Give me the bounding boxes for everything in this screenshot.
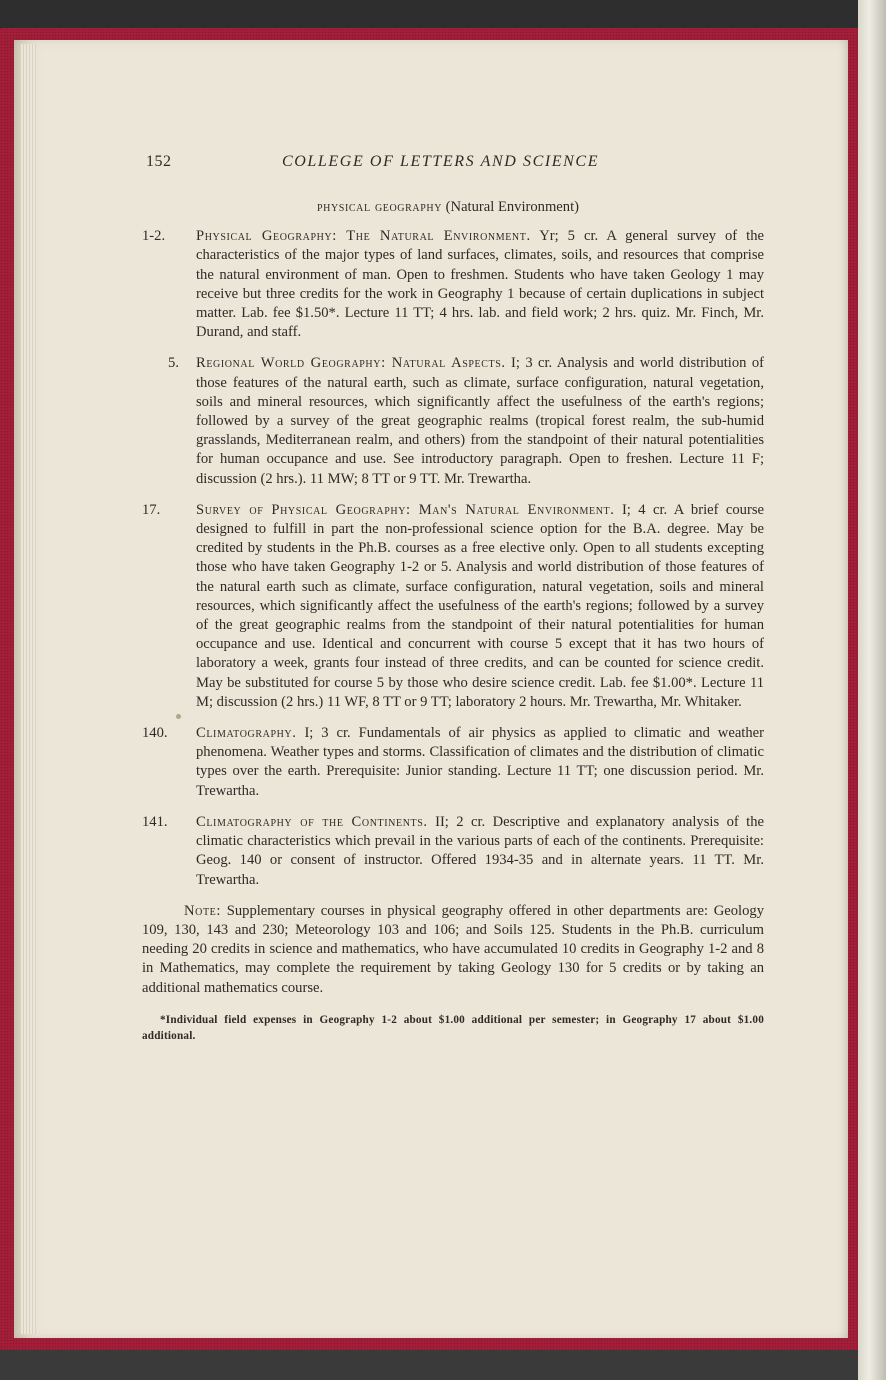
course-number: 5. [168,355,179,372]
course-title: Climatography of the Continents. [196,813,428,830]
course-text: I; 4 cr. A brief course designed to fulfill in part the non-professional science option for the B.A. degree. May be credited by students in the Ph.B. courses as a free elective only. Open to all students excepting those who have taken Geography 1-2 or 5. Analysis and world distribution of those features of the natural earth such as climate, surface configuration, natural vegetation, soils and mineral resources, which significantly affect the usefulness of the earth's regions; followed by a survey of the great geographic realms from the standpoint of their natural potentialities for human occupance and use. Identical and concurrent with course 5 except that it has two hours of laboratory a week, grants four instead of three credits, and can be counted for science credit. May be substituted for course 5 by those who desire science credit. Lab. fee $1.00*. Lecture 11 M; discussion (2 hrs.) 11 WF, 8 TT or 9 TT; laboratory 2 hours. Mr. Trewartha, Mr. Whitaker. [196,501,764,710]
course-title: Regional World Geography: Natural Aspects. [196,355,506,372]
course-text: I; 3 cr. Analysis and world distribution of those features of the natural earth, such as climate, surface configuration, natural vegetation, soils and mineral resources, which significantly affect the usefulness of the earth's regions; followed by a survey of the great geographic realms (tropical forest realm, the sub-humid grasslands, Mediterranean realm, and others) from the standpoint of their natural potentialities for human occupance and use. See introductory paragraph. Open to freshen. Lecture 11 F; discussion (2 hrs.). 11 MW; 8 TT or 9 TT. Mr. Trewartha. [196,355,764,487]
course-text: II; 2 cr. Descriptive and explanatory analysis of the climatic characteristics which prevail in the various parts of each of the continents. Prerequisite: Geog. 140 or consent of instructor. Offered 1934-35 and in alternate years. 11 TT. Mr. Trewartha. [196,813,764,888]
page-stack-edges [20,44,36,1334]
running-head: COLLEGE OF LETTERS AND SCIENCE [282,153,600,170]
section-title-rest: (Natural Environment) [445,199,579,215]
course-number: 17. [142,501,161,518]
note-label: Note: [184,902,222,919]
facing-page-edge [858,0,886,1380]
course-text: I; 3 cr. Fundamentals of air physics as applied to climatic and weather phenomena. Weather types and storms. Classification of climates and the distribution of climatic types over the earth. Prerequisite: Junior standing. Lecture 11 TT; one discussion period. Mr. Trewartha. [196,725,764,799]
note-text: Supplementary courses in physical geography offered in other departments are: Geology 109, 130, 143 and 230; Meteorology 103 and 106; and Soils 125. Students in the Ph.B. curriculum needing 20 credits in science and mathematics, who have accumulated 10 credits in Geography 1-2 and 8 in Mathematics, may complete the requirement by taking Geology 130 for 5 credits or by taking an additional mathematics course. [142,902,765,996]
course-text: Yr; 5 cr. A general survey of the characteristics of the major types of land surfaces, climates, soils, and resources that comprise the natural environment of man. Open to freshmen. Students who have taken Geology 1 may receive but three credits for the work in Geography 1 because of certain duplications in subject matter. Lab. fee $1.50*. Lecture 11 TT; 4 hrs. lab. and field work; 2 hrs. quiz. Mr. Finch, Mr. Durand, and staff. [196,228,765,341]
course-number: 140. [142,725,168,742]
course-entry-140 [132,724,764,801]
section-title [132,198,764,217]
course-description [196,724,764,801]
supplementary-note [132,902,764,998]
footnote: *Individual field expenses in Geography 1-2 about $1.00 additional per semester; in Geography 17 about $1.00 additional. [142,1013,764,1042]
course-number: 1-2. [142,228,166,245]
course-entry-141 [132,813,764,890]
course-entry-17 [132,501,764,712]
page-header [132,152,764,176]
course-description [196,501,764,712]
course-description [196,354,764,488]
course-title: Physical Geography: The Natural Environment. [196,228,531,245]
section-title-smallcaps: physical geography [317,199,443,215]
page-number: 152 [146,153,172,170]
course-description [196,227,764,342]
course-entry-1-2 [132,227,764,342]
course-title: Survey of Physical Geography: Man's Natural Environment. [196,501,615,518]
course-number: 141. [142,813,168,830]
course-title: Climatography. [196,725,297,742]
course-entry-5 [132,354,764,488]
course-description [196,813,764,890]
page-content [132,152,764,1044]
